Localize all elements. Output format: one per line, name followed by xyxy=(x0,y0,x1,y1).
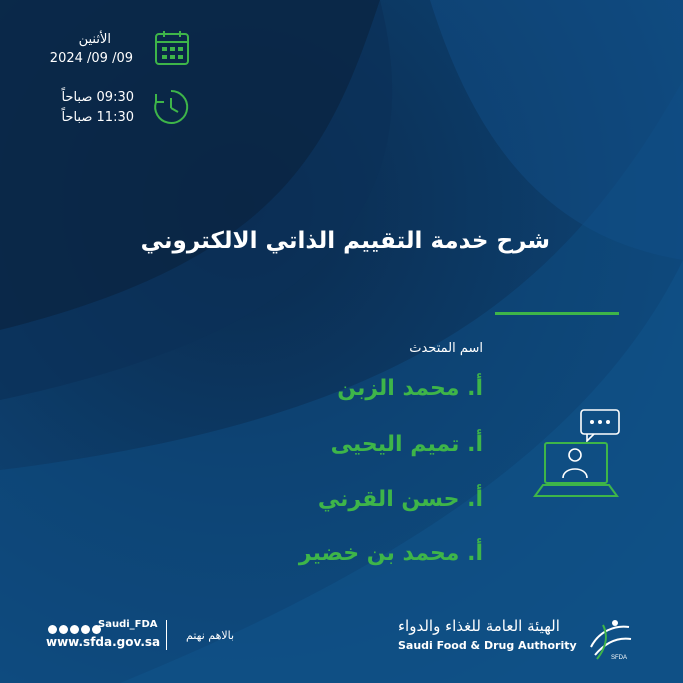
twitter-icon[interactable] xyxy=(81,625,90,634)
event-day: الأثنين xyxy=(78,32,111,47)
speaker-name: أ. محمد بن خضير xyxy=(298,541,483,566)
social-handle[interactable]: Saudi_FDA xyxy=(98,619,158,630)
instagram-icon[interactable] xyxy=(59,625,68,634)
calendar-icon xyxy=(154,30,190,66)
snapchat-icon[interactable] xyxy=(48,625,57,634)
speaker-name: أ. حسن القرني xyxy=(317,487,483,512)
event-time-start: 09:30 صباحاً xyxy=(61,90,134,105)
divider xyxy=(495,312,619,315)
org-name-arabic: الهيئة العامة للغذاء والدواء xyxy=(398,617,560,635)
footer-separator xyxy=(166,620,167,650)
online-speaker-icon xyxy=(533,408,623,500)
event-time-end: 11:30 صباحاً xyxy=(61,110,134,125)
tagline: بالاهم نهتم xyxy=(186,629,235,642)
speaker-name: أ. تميم اليحيى xyxy=(330,432,483,457)
speaker-name: أ. محمد الزبن xyxy=(337,376,483,401)
website-link[interactable]: www.sfda.gov.sa xyxy=(46,635,161,649)
speaker-label: اسم المتحدث xyxy=(409,341,483,356)
sfda-logo xyxy=(585,617,635,661)
clock-icon xyxy=(152,88,190,126)
event-date: 2024 /09 /09 xyxy=(49,51,133,66)
youtube-icon[interactable] xyxy=(70,625,79,634)
org-name-english: Saudi Food & Drug Authority xyxy=(398,639,577,652)
logo-text: SFDA xyxy=(611,655,628,661)
event-title: شرح خدمة التقييم الذاتي الالكتروني xyxy=(140,228,550,254)
